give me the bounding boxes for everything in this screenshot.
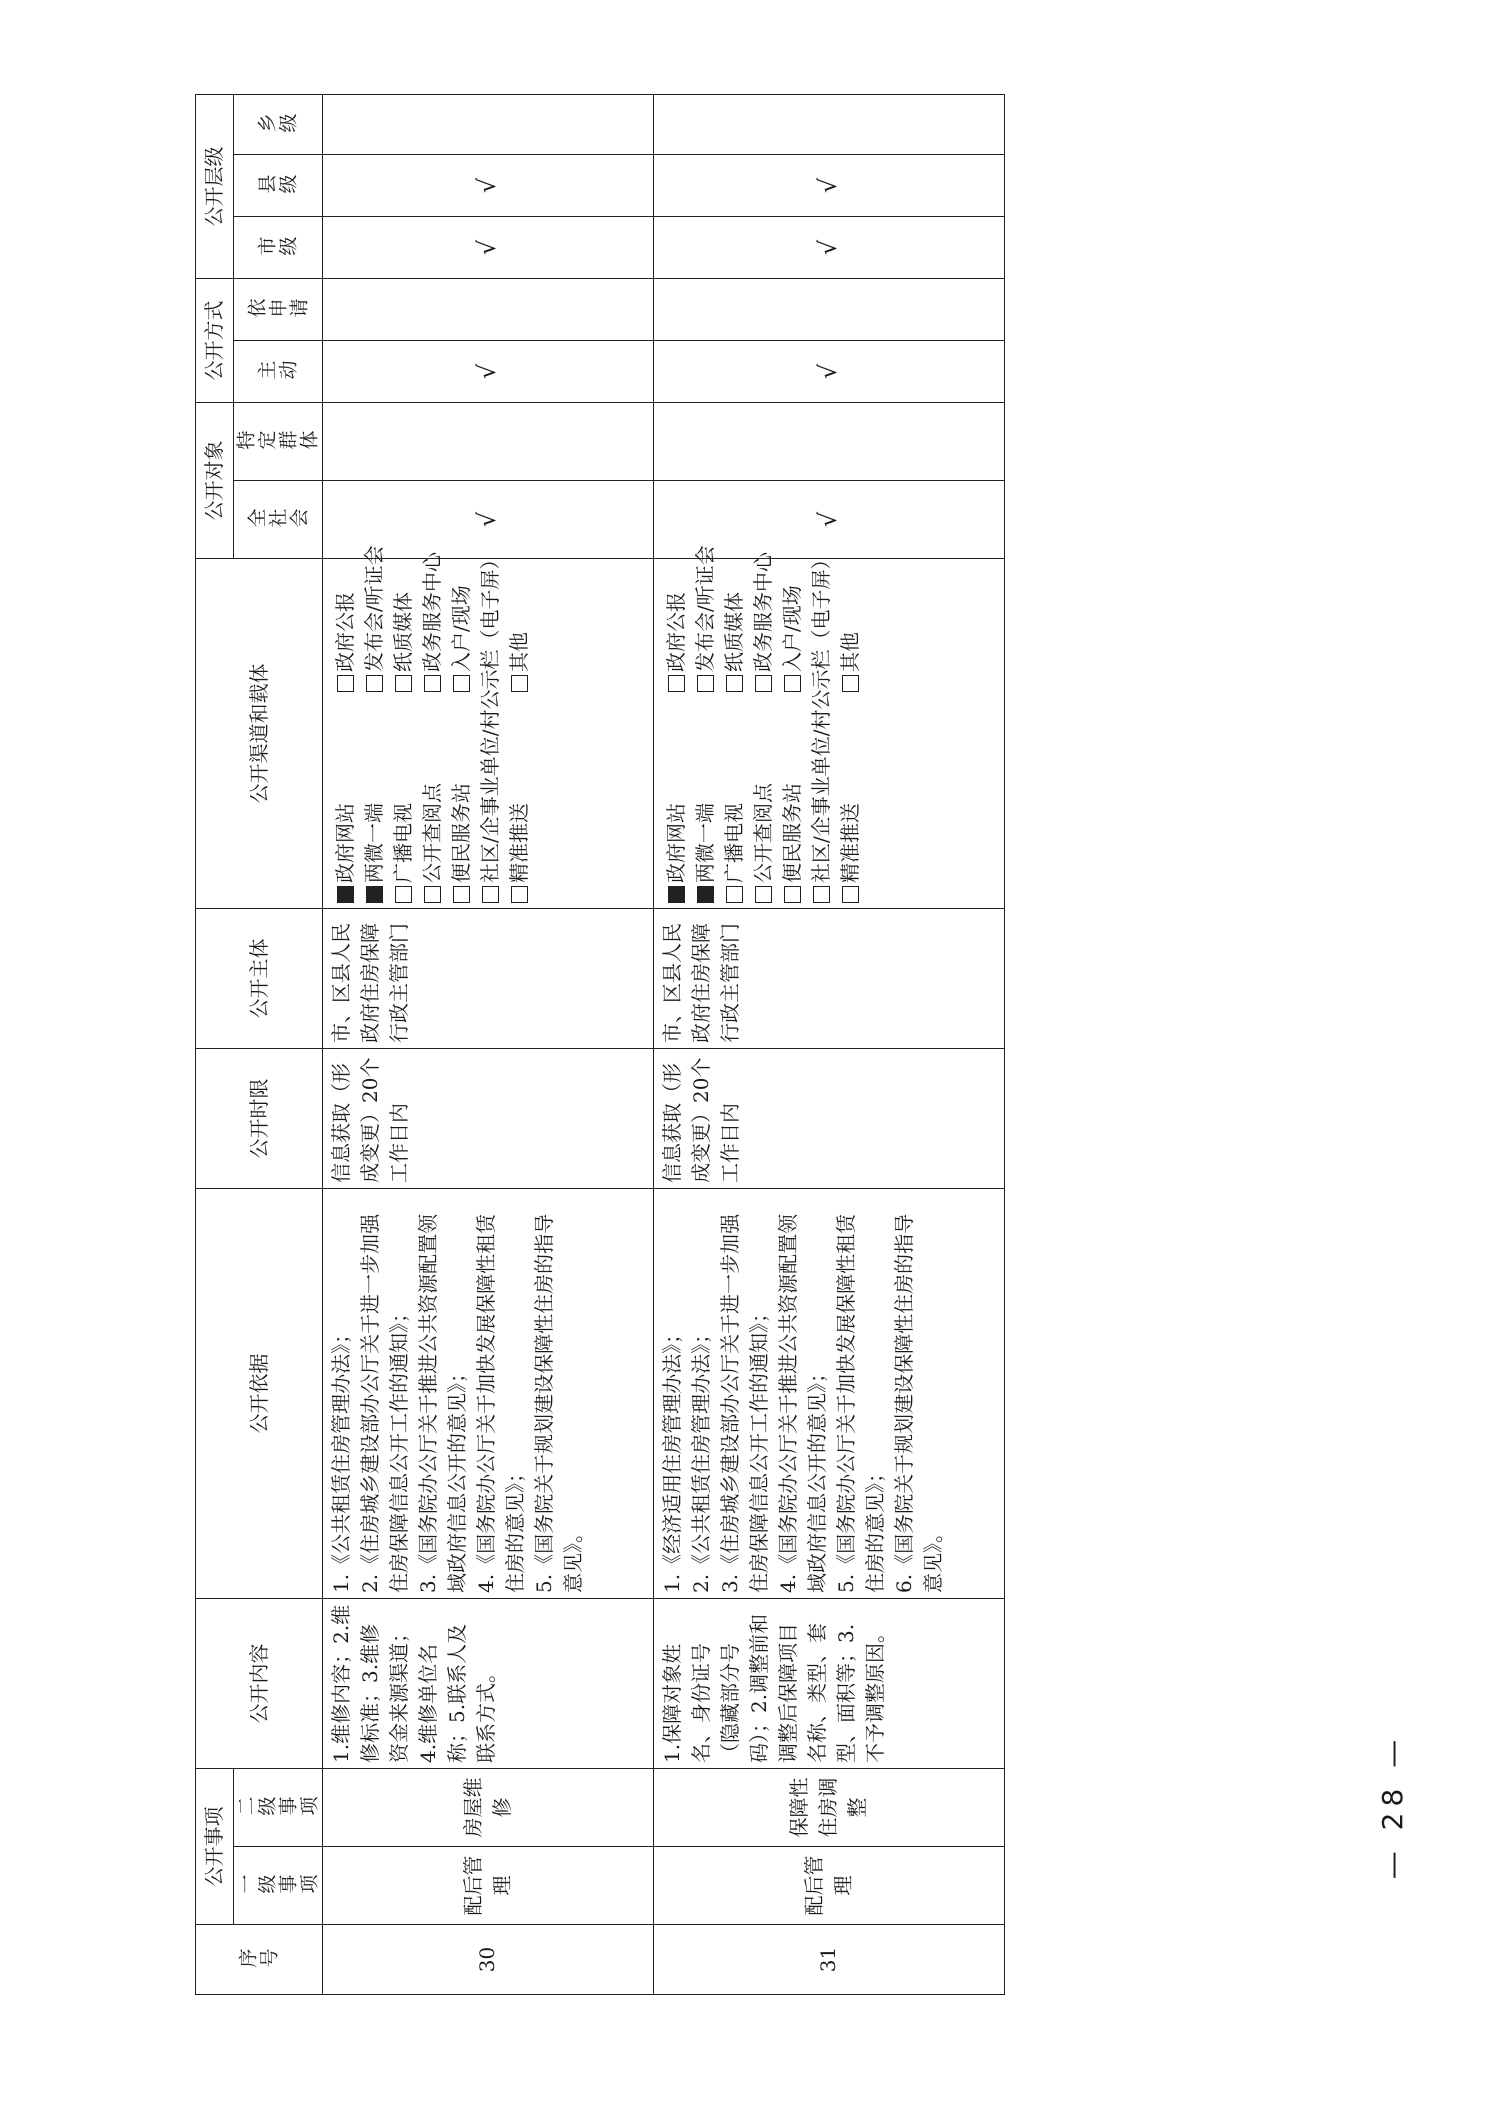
channel-item: 入户/现场 <box>447 492 476 692</box>
channel-item: 发布会/听证会 <box>360 492 389 692</box>
checkbox-icon <box>395 675 412 692</box>
channel-item: 精准推送 <box>836 698 865 903</box>
channel-item: 两微一端 <box>691 698 720 903</box>
disclosure-table-sheet <box>195 95 1005 1995</box>
checkbox-icon <box>726 675 743 692</box>
page-number: — 28 — <box>1376 1733 1410 1880</box>
basis-item: 6.《国务院关于规划建设保障性住房的指导意见》。 <box>891 1213 945 1593</box>
row-time-limit: 信息获取（形成变更）20个工作日内 <box>653 1049 1004 1189</box>
channel-item: 便民服务站 <box>447 698 476 903</box>
channel-item: 精准推送 <box>505 698 534 903</box>
table-row <box>653 94 1004 1994</box>
basis-item: 4.《国务院办公厅关于加快发展保障性租赁住房的意见》； <box>474 1213 527 1593</box>
row-time-limit: 信息获取（形成变更）20个工作日内 <box>323 1049 654 1189</box>
checkbox-icon <box>424 886 441 903</box>
basis-item: 3.《住房城乡建设部办公厅关于进一步加强住房保障信息公开工作的通知》； <box>717 1213 771 1593</box>
checkbox-icon <box>337 886 354 903</box>
row-basis <box>323 1189 654 1599</box>
tier-town-check <box>323 94 654 154</box>
channel-item: 纸质媒体 <box>720 492 749 692</box>
channel-item: 政府公报 <box>331 492 360 692</box>
target-specific-check <box>653 403 1004 481</box>
checkbox-icon <box>784 886 801 903</box>
channel-item: 便民服务站 <box>778 698 807 903</box>
row-level1: 配后管理 <box>653 1847 1004 1925</box>
channel-item: 广播电视 <box>389 698 418 903</box>
row-basis <box>653 1189 1004 1599</box>
basis-item: 3.《国务院办公厅关于推进公共资源配置领域政府信息公开的意见》； <box>416 1213 469 1593</box>
mode-active-check: √ <box>323 341 654 403</box>
header-items: 公开事项 <box>196 1769 234 1925</box>
disclosure-table <box>195 94 1005 1995</box>
checkbox-icon <box>842 886 859 903</box>
header-subject: 公开主体 <box>196 909 323 1049</box>
table-row <box>323 94 654 1994</box>
row-content: 1.保障对象姓名、身份证号（隐藏部分号码）；2.调整前和调整后保障项目名称、类型、套型、面积等；3.不予调整原因。 <box>653 1599 1004 1769</box>
tier-town-check <box>653 94 1004 154</box>
header-basis: 公开依据 <box>196 1189 323 1599</box>
header-row-1 <box>196 94 234 1994</box>
header-target-specific: 特定群体 <box>234 403 323 481</box>
channel-item: 两微一端 <box>360 698 389 903</box>
row-subject: 市、区县人民政府住房保障行政主管部门 <box>653 909 1004 1049</box>
channel-item: 政府网站 <box>662 698 691 903</box>
channel-item: 入户/现场 <box>778 492 807 692</box>
basis-item: 2.《公共租赁住房管理办法》； <box>688 1323 713 1593</box>
checkbox-icon <box>755 886 772 903</box>
target-specific-check <box>323 403 654 481</box>
header-mode: 公开方式 <box>196 279 234 403</box>
channel-item: 公开查阅点 <box>749 698 778 903</box>
channel-item: 其他 <box>836 492 865 692</box>
checkbox-icon <box>842 675 859 692</box>
checkbox-icon <box>453 675 470 692</box>
channel-item: 社区/企事业单位/村公示栏（电子屏） <box>476 492 505 903</box>
basis-item: 1.《公共租赁住房管理办法》； <box>329 1323 353 1593</box>
channel-item: 广播电视 <box>720 698 749 903</box>
row-seq: 31 <box>653 1925 1004 1995</box>
mode-apply-check <box>653 279 1004 341</box>
target-all-check: √ <box>653 481 1004 559</box>
checkbox-icon <box>337 675 354 692</box>
checkbox-icon <box>453 886 470 903</box>
header-seq: 序号 <box>196 1925 323 1995</box>
checkbox-icon <box>511 675 528 692</box>
channel-item: 发布会/听证会 <box>691 492 720 692</box>
channel-item: 政府网站 <box>331 698 360 903</box>
checkbox-icon <box>366 675 383 692</box>
channel-item: 政府公报 <box>662 492 691 692</box>
tier-county-check: √ <box>653 155 1004 217</box>
checkbox-icon <box>424 675 441 692</box>
header-mode-apply: 依申请 <box>234 279 323 341</box>
header-tier-city: 市级 <box>234 217 323 279</box>
row-seq: 30 <box>323 1925 654 1995</box>
mode-apply-check <box>323 279 654 341</box>
mode-active-check: √ <box>653 341 1004 403</box>
checkbox-icon <box>697 886 714 903</box>
channel-item: 政务服务中心 <box>418 492 447 692</box>
checkbox-icon <box>755 675 772 692</box>
header-target: 公开对象 <box>196 403 234 559</box>
basis-item: 5.《国务院办公厅关于加快发展保障性租赁住房的意见》； <box>833 1213 887 1593</box>
channel-item: 其他 <box>505 492 534 692</box>
header-tier-county: 县级 <box>234 155 323 217</box>
checkbox-icon <box>395 886 412 903</box>
row-channels <box>323 545 654 909</box>
checkbox-icon <box>726 886 743 903</box>
checkbox-icon <box>366 886 383 903</box>
header-channels: 公开渠道和载体 <box>196 559 323 909</box>
header-tier: 公开层级 <box>196 94 234 278</box>
tier-city-check: √ <box>323 217 654 279</box>
tier-county-check: √ <box>323 155 654 217</box>
row-content: 1.维修内容；2.维修标准；3.维修资金来源渠道；4.维修单位名称；5.联系人及联系方式。 <box>323 1599 654 1769</box>
checkbox-icon <box>482 886 499 903</box>
header-tier-town: 乡级 <box>234 94 323 154</box>
row-level2: 房屋维修 <box>323 1769 654 1847</box>
row-channels <box>653 545 1004 909</box>
basis-item: 1.《经济适用住房管理办法》； <box>659 1323 684 1593</box>
checkbox-icon <box>668 886 685 903</box>
checkbox-icon <box>813 886 830 903</box>
checkbox-icon <box>784 675 801 692</box>
header-level1: 一级事项 <box>234 1847 323 1925</box>
checkbox-icon <box>697 675 714 692</box>
row-subject: 市、区县人民政府住房保障行政主管部门 <box>323 909 654 1049</box>
target-all-check: √ <box>323 481 654 559</box>
header-mode-active: 主动 <box>234 341 323 403</box>
channel-item: 社区/企事业单位/村公示栏（电子屏） <box>807 492 836 903</box>
tier-city-check: √ <box>653 217 1004 279</box>
basis-item: 2.《住房城乡建设部办公厅关于进一步加强住房保障信息公开工作的通知》； <box>358 1213 411 1593</box>
basis-item: 4.《国务院办公厅关于推进公共资源配置领域政府信息公开的意见》； <box>775 1213 829 1593</box>
row-level1: 配后管理 <box>323 1847 654 1925</box>
header-target-all: 全社会 <box>234 481 323 559</box>
header-time-limit: 公开时限 <box>196 1049 323 1189</box>
channel-item: 政务服务中心 <box>749 492 778 692</box>
checkbox-icon <box>511 886 528 903</box>
row-level2: 保障性住房调整 <box>653 1769 1004 1847</box>
checkbox-icon <box>668 675 685 692</box>
header-level2: 二级事项 <box>234 1769 323 1847</box>
basis-item: 5.《国务院关于规划建设保障性住房的指导意见》。 <box>532 1213 585 1593</box>
header-content: 公开内容 <box>196 1599 323 1769</box>
channel-item: 纸质媒体 <box>389 492 418 692</box>
channel-item: 公开查阅点 <box>418 698 447 903</box>
